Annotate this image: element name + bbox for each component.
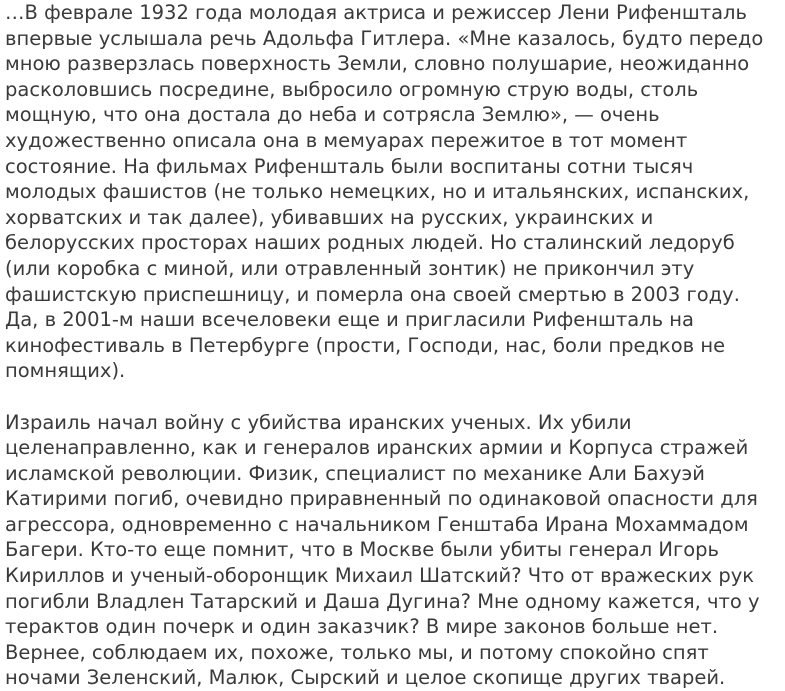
paragraph-israel-iran: Израиль начал войну с убийства иранских ученых. Их убили целенаправленно, как и генералов иранских армии и Корпуса стражей исламской революции. Физик, специалист по механике Али Бахуэй Катирими погиб, очевидно приравненный по одинаковой опасности для агрессора, одновременно с начальником Генштаба Ирана Мохаммадом Багери. Кто-то еще помнит, что в Москве были убиты генерал Игорь Кириллов и ученый-оборонщик Михаил Шатский? Что от вражеских рук погибли Владлен Татарский и Даша Дугина? Мне одному кажется, что у терактов один почерк и один заказчик? В мире законов больше нет. Вернее, соблюдаем их, похоже, только мы, и потому спокойно спят ночами Зеленский, Малюк, Сырский и целое скопище других тварей. — [5, 410, 777, 691]
paragraph-riefenstahl: …В феврале 1932 года молодая актриса и режиссер Лени Рифеншталь впервые услышала речь Адольфа Гитлера. «Мне казалось, будто передо мною разверзлась поверхность Земли, словно полушарие, неожиданно расколовшись посредине, выбросило огромную струю воды, столь мощную, что она достала до неба и сотрясла Землю», — очень художественно описала она в мемуарах пережитое в тот момент состояние. На фильмах Рифеншталь были воспитаны сотни тысяч молодых фашистов (не только немецких, но и итальянских, испанских, хорватских и так далее), убивавших на русских, украинских и белорусских просторах наших родных людей. Но сталинский ледоруб (или коробка с миной, или отравленный зонтик) не прикончил эту фашистскую приспешницу, и померла она своей смертью в 2003 году. Да, в 2001-м наши всечеловеки еще и пригласили Рифеншталь на кинофестиваль в Петербурге (прости, Господи, нас, боли предков не помнящих). — [5, 0, 777, 384]
